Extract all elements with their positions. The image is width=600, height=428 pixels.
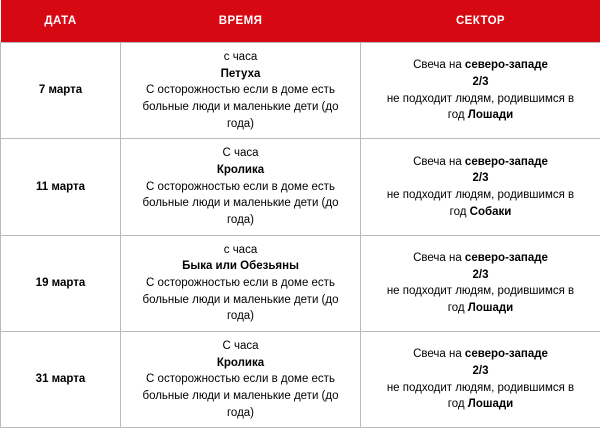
time-note-line-2: больные люди и маленькие дети (до (127, 292, 354, 309)
time-note-line-1: С осторожностью если в доме есть (127, 179, 354, 196)
time-note-line-3: года) (127, 116, 354, 133)
sector-location-line (367, 57, 594, 74)
sector-note-line-2 (367, 396, 594, 413)
sector-year-animal: Собаки (470, 206, 512, 218)
cell-time (121, 235, 361, 331)
cell-time (121, 332, 361, 428)
cell-date: 31 марта (1, 332, 121, 428)
time-prefix: С часа (127, 145, 354, 162)
sector-year-prefix: год (448, 302, 468, 314)
time-note-line-1: С осторожностью если в доме есть (127, 275, 354, 292)
sector-note-line-2 (367, 300, 594, 317)
sector-direction: северо-западе (465, 348, 548, 360)
sector-year-prefix: год (450, 206, 470, 218)
sector-fraction: 2/3 (367, 267, 594, 284)
time-note-line-2: больные люди и маленькие дети (до (127, 388, 354, 405)
time-note-line-2: больные люди и маленькие дети (до (127, 99, 354, 116)
table-row (1, 43, 600, 139)
sector-direction: северо-западе (465, 252, 548, 264)
sector-year-prefix: год (448, 109, 468, 121)
cell-date: 19 марта (1, 235, 121, 331)
sector-location-line (367, 154, 594, 171)
time-note-line-1: С осторожностью если в доме есть (127, 82, 354, 99)
sector-direction: северо-западе (465, 156, 548, 168)
sector-year-animal: Лошади (468, 302, 513, 314)
sector-location-prefix: Свеча на (413, 252, 465, 264)
column-header-sector: СЕКТОР (361, 0, 600, 43)
time-animal: Кролика (127, 162, 354, 179)
time-note-line-2: больные люди и маленькие дети (до (127, 195, 354, 212)
sector-location-prefix: Свеча на (413, 156, 465, 168)
sector-location-prefix: Свеча на (413, 348, 465, 360)
time-note-line-1: С осторожностью если в доме есть (127, 371, 354, 388)
time-prefix: С часа (127, 338, 354, 355)
sector-note-line-2 (367, 107, 594, 124)
sector-location-prefix: Свеча на (413, 59, 465, 71)
time-animal: Петуха (127, 66, 354, 83)
sector-note-line-1: не подходит людям, родившимся в (367, 91, 594, 108)
sector-fraction: 2/3 (367, 363, 594, 380)
column-header-time: ВРЕМЯ (121, 0, 361, 43)
table-row (1, 332, 600, 428)
time-prefix: с часа (127, 242, 354, 259)
table-row (1, 235, 600, 331)
sector-location-line (367, 346, 594, 363)
sector-year-prefix: год (448, 398, 468, 410)
cell-time (121, 43, 361, 139)
sector-direction: северо-западе (465, 59, 548, 71)
sector-note-line-2 (367, 204, 594, 221)
cell-date: 11 марта (1, 139, 121, 235)
time-note-line-3: года) (127, 212, 354, 229)
sector-note-line-1: не подходит людям, родившимся в (367, 380, 594, 397)
sector-fraction: 2/3 (367, 74, 594, 91)
cell-time (121, 139, 361, 235)
time-animal: Быка или Обезьяны (127, 258, 354, 275)
sector-note-line-1: не подходит людям, родившимся в (367, 187, 594, 204)
time-animal: Кролика (127, 355, 354, 372)
sector-location-line (367, 250, 594, 267)
time-prefix: с часа (127, 49, 354, 66)
cell-sector (361, 332, 600, 428)
time-note-line-3: года) (127, 308, 354, 325)
cell-sector (361, 43, 600, 139)
sector-fraction: 2/3 (367, 170, 594, 187)
column-header-date: ДАТА (1, 0, 121, 43)
cell-sector (361, 139, 600, 235)
sector-note-line-1: не подходит людям, родившимся в (367, 283, 594, 300)
sector-year-animal: Лошади (468, 109, 513, 121)
table-header-row (1, 0, 600, 43)
sector-year-animal: Лошади (468, 398, 513, 410)
time-note-line-3: года) (127, 405, 354, 422)
cell-sector (361, 235, 600, 331)
table-row (1, 139, 600, 235)
cell-date: 7 марта (1, 43, 121, 139)
